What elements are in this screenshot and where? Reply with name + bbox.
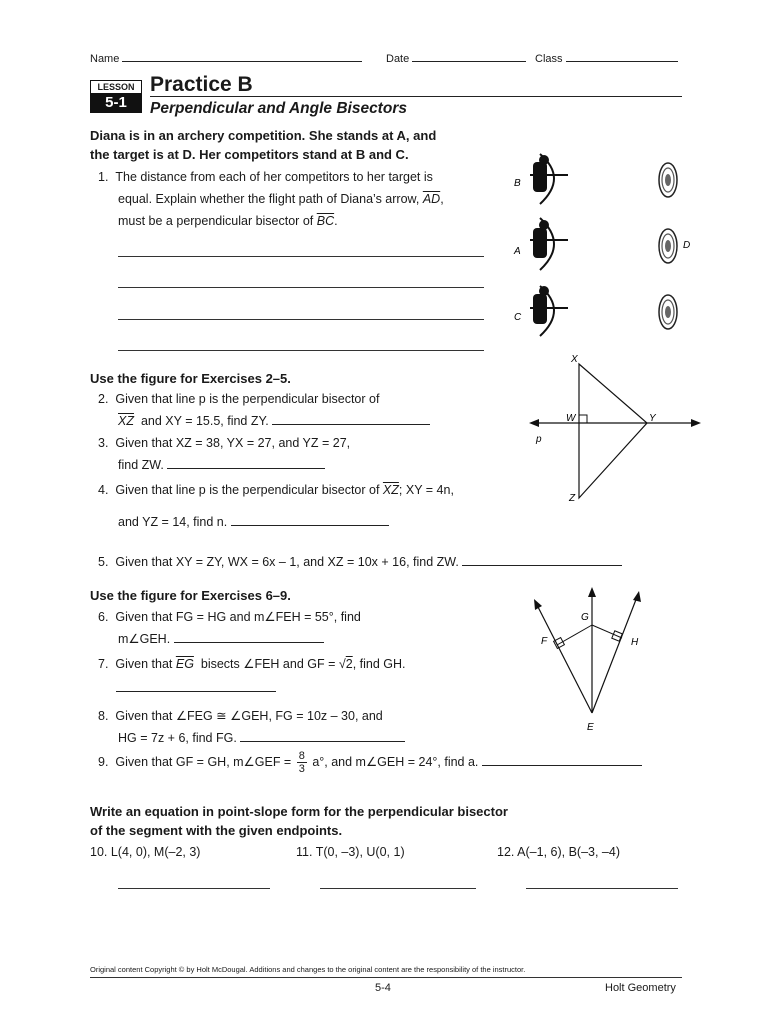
q6-line-1: Given that FG = HG and m∠FEH = 55°, find <box>115 610 361 624</box>
q8-answer-blank[interactable] <box>240 730 405 742</box>
q3-number: 3. <box>98 436 109 450</box>
section-2-heading: Use the figure for Exercises 2–5. <box>90 371 291 386</box>
date-blank[interactable] <box>412 50 526 62</box>
question-9 <box>98 750 678 775</box>
q6-line-2: m∠GEH. <box>118 632 171 646</box>
q1-comma: , <box>440 192 444 206</box>
page-subtitle: Perpendicular and Angle Bisectors <box>150 100 407 117</box>
label-z: Z <box>569 493 576 504</box>
q5-answer-blank[interactable] <box>462 554 622 566</box>
q6-answer-blank[interactable] <box>174 631 324 643</box>
q1-line-1: The distance from each of her competitors to her target is <box>115 170 433 184</box>
question-10: 10. L(4, 0), M(–2, 3) <box>90 845 201 859</box>
q7-segment-eg: $\overline{EG}$ <box>175 657 194 671</box>
q3-answer-blank[interactable] <box>167 457 325 469</box>
label-d: D <box>683 240 691 251</box>
archery-figure <box>500 148 700 343</box>
questions-2-5 <box>98 388 518 533</box>
class-blank[interactable] <box>566 50 678 62</box>
label-w: W <box>566 413 576 424</box>
page-number: 5-4 <box>375 982 391 994</box>
q8-line-1: Given that ∠FEG ≅ ∠GEH, FG = 10z – 30, and <box>115 709 383 723</box>
intro-line-2: the target is at D. Her competitors stand at B and C. <box>90 147 409 162</box>
archer-c-icon <box>530 286 568 336</box>
lesson-badge <box>90 80 142 113</box>
footer-rule <box>90 977 682 978</box>
section-3-heading: Use the figure for Exercises 6–9. <box>90 588 291 603</box>
q4-line-1b: ; XY = 4n, <box>398 483 454 497</box>
q6-number: 6. <box>98 610 109 624</box>
copyright-notice: Original content Copyright © by Holt McDougal. Additions and changes to the original content are the responsibility of the instructor. <box>90 965 526 974</box>
name-blank[interactable] <box>122 50 362 62</box>
q7-answer-blank[interactable] <box>116 680 276 692</box>
q10-answer-line[interactable] <box>118 888 270 889</box>
intro-line-1: Diana is in an archery competition. She stands at A, and <box>90 128 437 143</box>
label-f: F <box>541 636 548 647</box>
q2-answer-blank[interactable] <box>272 413 430 425</box>
lesson-label: LESSON <box>91 81 141 93</box>
label-a: A <box>514 246 521 257</box>
date-label: Date <box>386 53 410 65</box>
q4-number: 4. <box>98 483 109 497</box>
page-title: Practice B <box>150 73 253 96</box>
q4-line-2: and YZ = 14, find n. <box>118 515 228 529</box>
q1-period: . <box>334 214 338 228</box>
label-g: G <box>581 612 589 623</box>
q1-answer-line-3[interactable] <box>118 319 484 320</box>
figure-triangle-xyz <box>525 350 705 505</box>
q7-number: 7. <box>98 657 109 671</box>
q1-line-3: must be a perpendicular bisector of <box>118 214 314 228</box>
q7-part-a: Given that <box>115 657 173 671</box>
book-title: Holt Geometry <box>605 982 676 994</box>
class-field-row <box>535 50 678 65</box>
q1-line-2: equal. Explain whether the flight path of Diana’s arrow, <box>118 192 420 206</box>
section-4-heading <box>90 802 508 840</box>
q1-answer-line-1[interactable] <box>118 256 484 257</box>
q1-segment-bc: $\overline{BC}$ <box>316 214 335 228</box>
q8-line-2: HG = 7z + 6, find FG. <box>118 731 237 745</box>
q3-line-1: Given that XZ = 38, YX = 27, and YZ = 27, <box>115 436 351 450</box>
label-e: E <box>587 722 594 733</box>
q1-answer-line-4[interactable] <box>118 350 484 351</box>
q1-segment-ad: $\overline{AD}$ <box>422 192 441 206</box>
name-label: Name <box>90 53 120 65</box>
question-12: 12. A(–1, 6), B(–3, –4) <box>497 845 620 859</box>
q5-line: Given that XY = ZY, WX = 6x – 1, and XZ = 10x + 16, find ZW. <box>115 555 459 569</box>
q4-line-1: Given that line p is the perpendicular bisector of <box>115 483 380 497</box>
label-y: Y <box>649 413 656 424</box>
date-field-row <box>386 50 526 65</box>
archer-a-icon <box>530 218 568 270</box>
sqrt-icon: √ <box>338 657 346 671</box>
q9-answer-blank[interactable] <box>482 754 642 766</box>
question-1 <box>98 166 444 232</box>
question-11: 11. T(0, –3), U(0, 1) <box>296 845 405 859</box>
title-rule <box>150 96 682 97</box>
class-label: Class <box>535 53 563 65</box>
label-c: C <box>514 312 522 323</box>
q4-answer-blank[interactable] <box>231 514 389 526</box>
q9-numerator: 8 <box>298 750 305 762</box>
q2-number: 2. <box>98 392 109 406</box>
q2-segment-xz: $\overline{XZ}$ <box>118 414 134 428</box>
q9-denominator: 3 <box>298 763 305 775</box>
name-field-row <box>90 50 362 65</box>
q9-part-a: Given that GF = GH, m∠GEF = <box>115 754 292 769</box>
label-b: B <box>514 178 521 189</box>
target-bottom-icon <box>659 295 677 329</box>
target-top-icon <box>659 163 677 197</box>
label-h: H <box>631 637 639 648</box>
target-middle-icon <box>659 229 677 263</box>
q3-line-2: find ZW. <box>118 458 164 472</box>
lesson-number: 5-1 <box>91 93 141 112</box>
q5-number: 5. <box>98 555 109 569</box>
q9-part-b: a°, and m∠GEH = 24°, find a. <box>312 754 479 769</box>
q4-segment-xz: $\overline{XZ}$ <box>382 483 399 497</box>
q7-root-value: 2 <box>345 657 353 671</box>
q12-answer-line[interactable] <box>526 888 678 889</box>
q1-number: 1. <box>98 170 109 184</box>
q7-part-b: bisects ∠FEH and GF = <box>200 657 336 671</box>
q2-line-2: and XY = 15.5, find ZY. <box>140 414 269 428</box>
archer-b-icon <box>530 154 568 204</box>
q8-number: 8. <box>98 709 109 723</box>
question-5 <box>98 551 678 573</box>
q11-answer-line[interactable] <box>320 888 476 889</box>
q9-fraction <box>297 750 307 775</box>
section-4-heading-line-1: Write an equation in point-slope form for the perpendicular bisector <box>90 804 508 819</box>
section-4-heading-line-2: of the segment with the given endpoints. <box>90 823 343 838</box>
figure-angle-feh <box>525 585 685 735</box>
q7-part-c: , find GH. <box>352 657 406 671</box>
intro-text <box>90 126 436 164</box>
q9-number: 9. <box>98 754 109 769</box>
label-p: p <box>536 434 542 445</box>
q1-answer-line-2[interactable] <box>118 287 484 288</box>
q2-line-1: Given that line p is the perpendicular bisector of <box>115 392 380 406</box>
label-x: X <box>571 354 578 365</box>
questions-6-8 <box>98 606 538 749</box>
